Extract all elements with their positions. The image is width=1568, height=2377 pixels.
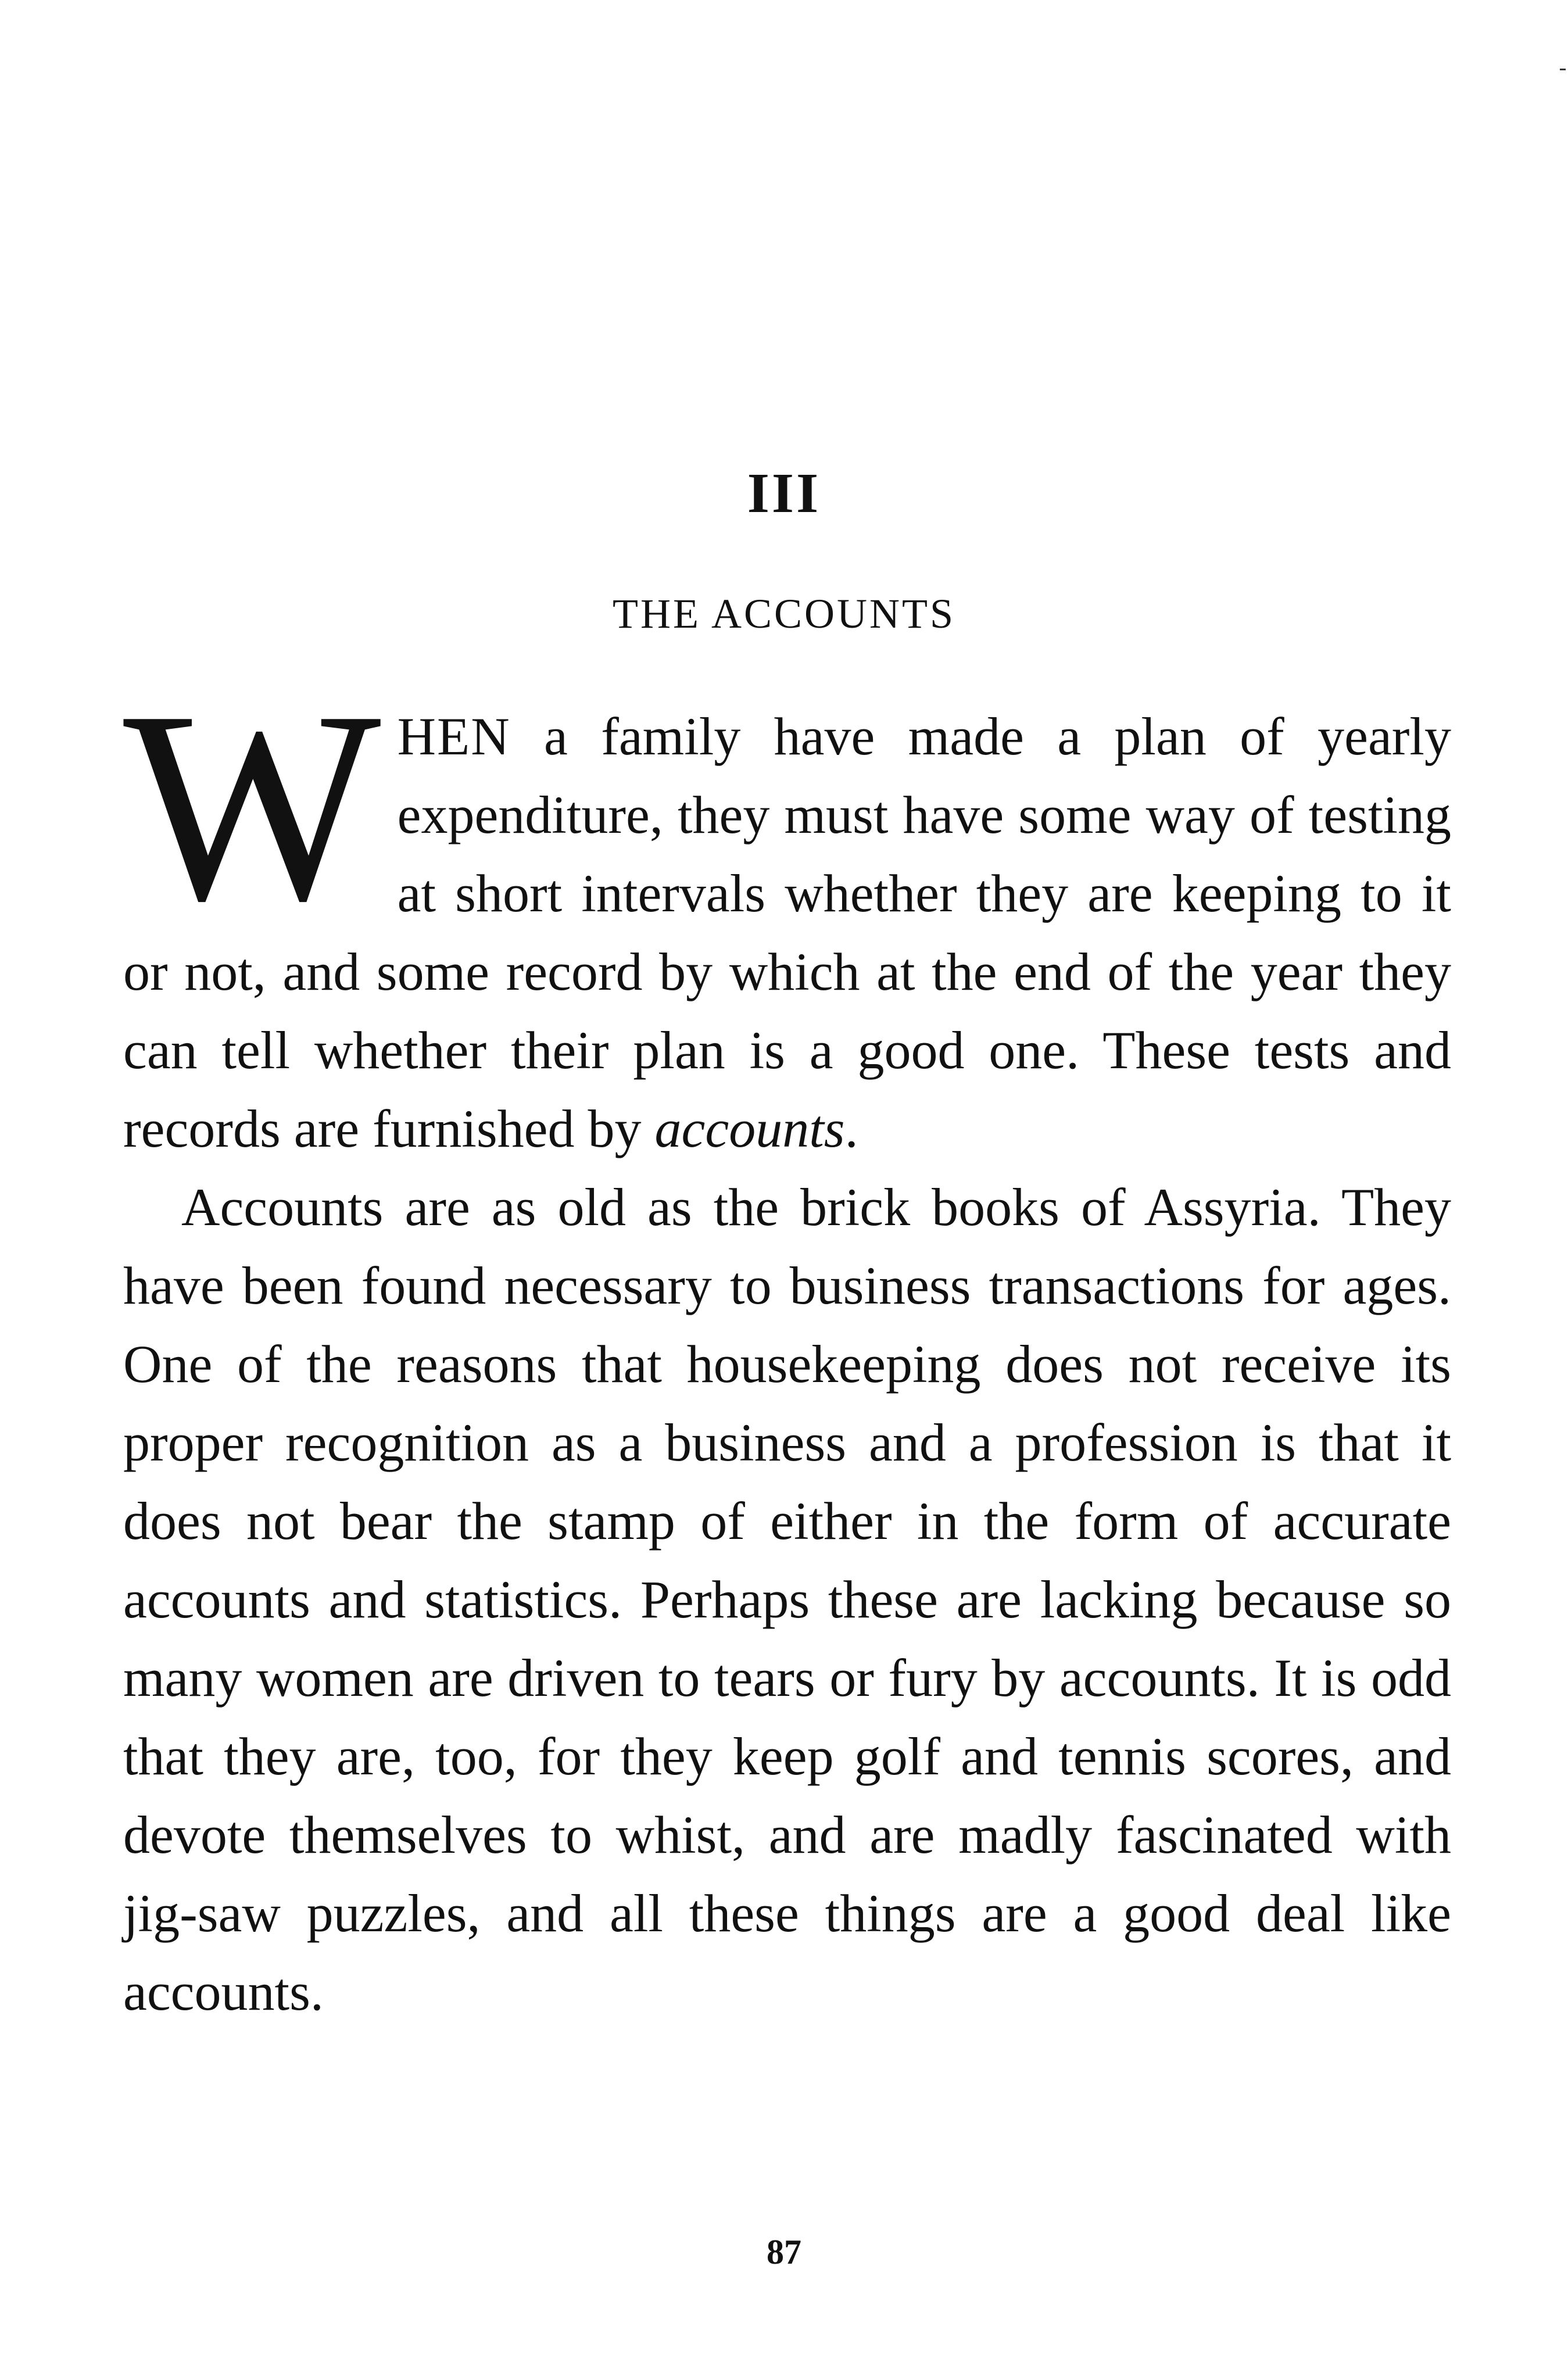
paragraph-1 bbox=[123, 654, 1451, 1168]
paragraph-1-text: a family have made a plan of yearly expenditure, they must have some way of testing at short intervals whether they are keeping to it or not, and some record by which at the end of the year they can tell whether their plan is a good one. These tests and records are furnished by bbox=[123, 707, 1451, 1158]
drop-cap: W bbox=[123, 654, 381, 957]
chapter-number: III bbox=[747, 462, 821, 525]
page-number: 87 bbox=[767, 2233, 801, 2271]
paragraph-2: Accounts are as old as the brick books of Assyria. They have been found necessary to business transactions for ages. One of the reasons that housekeeping does not receive its proper recognition as a business and a profession is that it does not bear the stamp of either in the form of accurate accounts and statistics. Perhaps these are lacking because so many women are driven to tears or fury by accounts. It is odd that they are, too, for they keep golf and tennis scores, and devote themselves to whist, and are madly fascinated with jig-saw puzzles, and all these things are a good deal like accounts. bbox=[123, 1177, 1451, 2021]
italic-term: accounts bbox=[654, 1099, 845, 1158]
paragraph-1-end: . bbox=[844, 1099, 858, 1158]
scan-edge-mark bbox=[1560, 69, 1566, 70]
chapter-title: THE ACCOUNTS bbox=[612, 590, 956, 637]
lead-caps: HEN bbox=[397, 707, 511, 766]
body-text bbox=[123, 654, 1451, 2031]
